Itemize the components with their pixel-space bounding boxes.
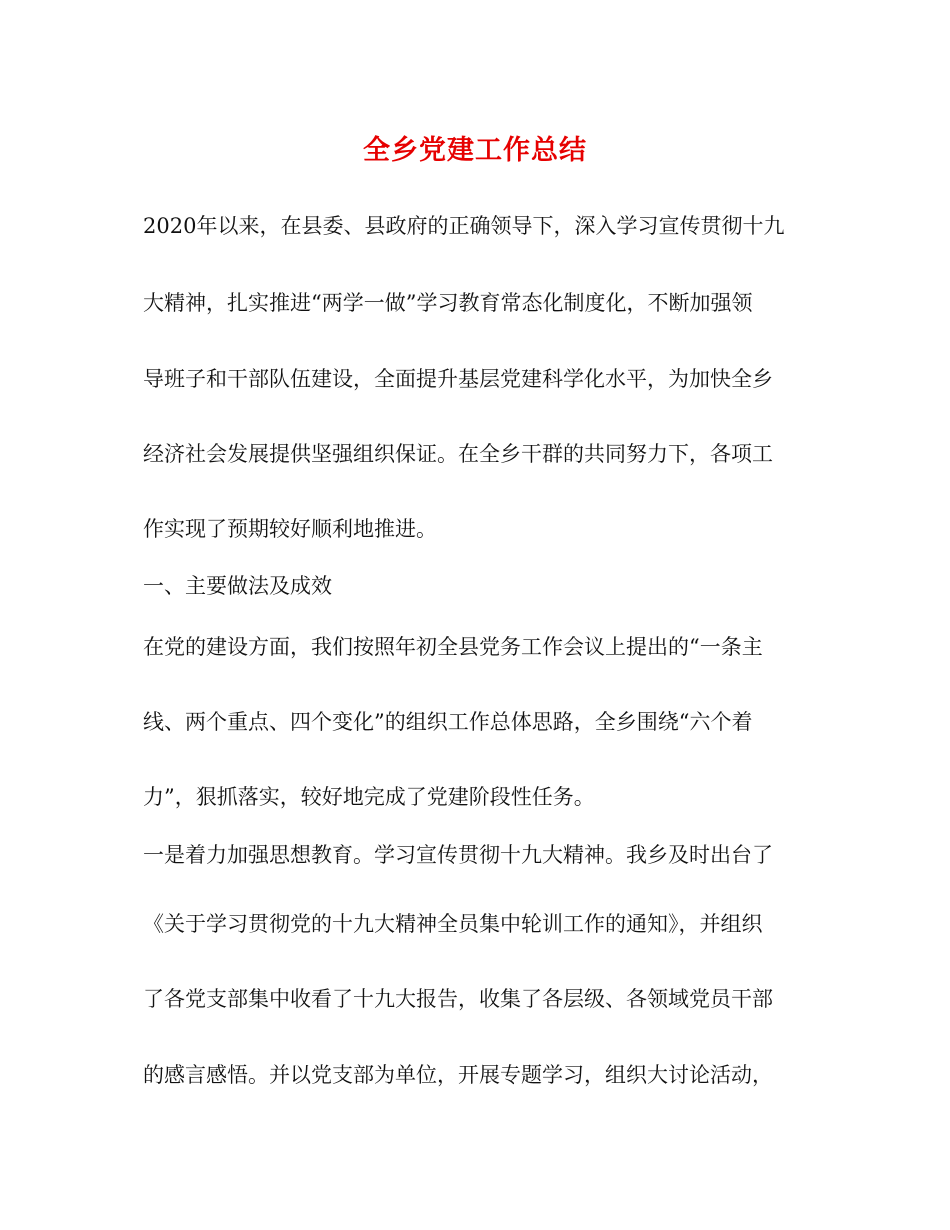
paragraph-line: 《关于学习贯彻党的十九大精神全员集中轮训工作的通知》，并组织 bbox=[143, 912, 763, 936]
paragraph-line: 2020年以来，在县委、县政府的正确领导下，深入学习宣传贯彻十九 bbox=[143, 214, 785, 238]
paragraph-line: 导班子和干部队伍建设，全面提升基层党建科学化水平，为加快全乡 bbox=[143, 367, 773, 391]
paragraph-line: 力”，狠抓落实，较好地完成了党建阶段性任务。 bbox=[143, 785, 595, 809]
paragraph-line: 在党的建设方面，我们按照年初全县党务工作会议上提出的“一条主 bbox=[143, 635, 763, 659]
paragraph-line: 的感言感悟。并以党支部为单位，开展专题学习，组织大讨论活动， bbox=[143, 1063, 773, 1087]
paragraph-line: 经济社会发展提供坚强组织保证。在全乡干群的共同努力下，各项工 bbox=[143, 442, 773, 466]
paragraph-line: 作实现了预期较好顺利地推进。 bbox=[143, 517, 437, 541]
document-title: 全乡党建工作总结 bbox=[363, 135, 587, 166]
section-heading: 一、主要做法及成效 bbox=[143, 574, 332, 598]
paragraph-line: 了各党支部集中收看了十九大报告，收集了各层级、各领域党员干部 bbox=[143, 987, 773, 1011]
paragraph-line: 线、两个重点、四个变化”的组织工作总体思路，全乡围绕“六个着 bbox=[143, 710, 753, 734]
paragraph-line: 一是着力加强思想教育。学习宣传贯彻十九大精神。我乡及时出台了 bbox=[143, 843, 773, 867]
paragraph-line: 大精神，扎实推进“两学一做”学习教育常态化制度化，不断加强领 bbox=[143, 291, 753, 315]
